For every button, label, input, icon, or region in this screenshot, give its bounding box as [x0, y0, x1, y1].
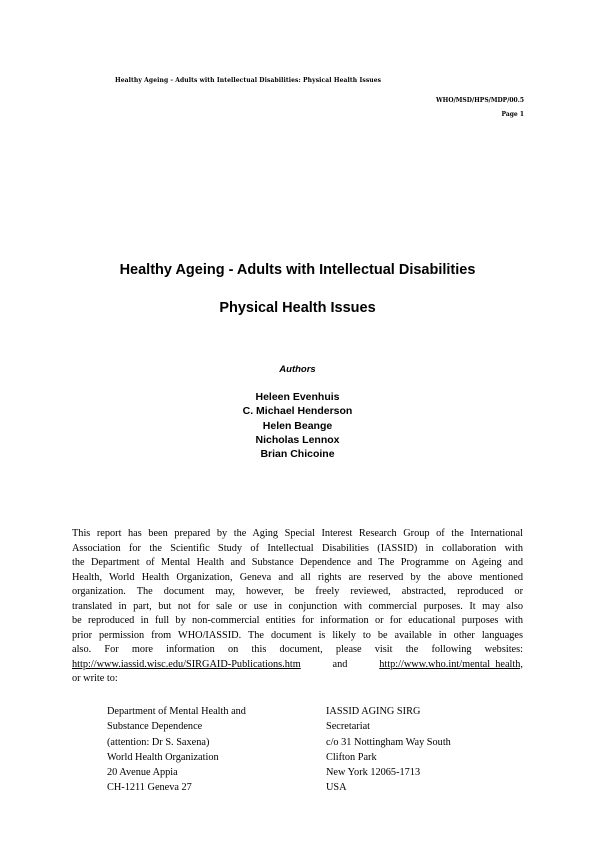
author-name: C. Michael Henderson [242, 405, 353, 418]
intro-line: also. For more information on this document, please visit the following websites: [72, 644, 523, 655]
address-line: 20 Avenue Appia [107, 767, 178, 779]
intro-line: or write to: [72, 673, 118, 684]
author-list [0, 390, 595, 461]
intro-line: Health, World Health Organization, Geneva and all rights are reserved by the above mentioned [72, 571, 523, 583]
author-name: Helen Beange [262, 419, 333, 432]
author-name: Heleen Evenhuis [255, 391, 340, 403]
intro-line: prior permission from WHO/IASSID. The document is likely to be available in other languages [72, 629, 523, 641]
document-code: WHO/MSD/HPS/MDP/00.5 [435, 97, 524, 104]
intro-line: organization. The document may, however, be freely reviewed, abstracted, reproduced or [72, 586, 523, 597]
address-line: Secretariat [326, 721, 371, 733]
link-separator: and [300, 658, 380, 670]
intro-line: Association for the Scientific Study of Intellectual Disabilities (IASSID) in collaboration with [72, 542, 523, 554]
intro-line: This report has been prepared by the Aging Special Interest Research Group of the International [72, 528, 523, 539]
address-line: IASSID AGING SIRG [326, 706, 421, 717]
author-name: Nicholas Lennox [255, 433, 340, 446]
document-title: Healthy Ageing - Adults with Intellectual Disabilities [119, 262, 476, 278]
intro-line: the Department of Mental Health and Substance Dependence and The Programme on Ageing and [72, 557, 523, 568]
iassid-website-link[interactable]: http://www.iassid.wisc.edu/SIRGAID-Publications.htm [72, 658, 301, 670]
address-line: c/o 31 Nottingham Way South [326, 736, 451, 748]
address-line: USA [326, 782, 347, 794]
address-line: (attention: Dr S. Saxena) [107, 736, 210, 748]
iassid-address [326, 704, 451, 796]
address-line: Substance Dependence [107, 721, 203, 733]
document-subtitle: Physical Health Issues [219, 300, 376, 316]
authors-heading: Authors [279, 364, 316, 375]
who-address [107, 704, 246, 796]
who-website-link[interactable]: http://www.who.int/mental_health, [379, 658, 523, 670]
address-line: Department of Mental Health and [107, 706, 246, 717]
address-line: New York 12065-1713 [326, 767, 421, 779]
address-line: World Health Organization [107, 751, 219, 763]
address-line: Clifton Park [326, 751, 377, 763]
intro-links-line [72, 658, 523, 673]
author-name: Brian Chicoine [260, 448, 335, 461]
intro-paragraph [72, 527, 523, 687]
intro-line: be reproduced in full by non-commercial entities for information or for educational purposes with [72, 615, 523, 626]
page-number: Page 1 [501, 111, 524, 118]
address-line: CH-1211 Geneva 27 [107, 782, 192, 794]
intro-line: translated in part, but not for sale or use in conjunction with commercial purposes. It may also [72, 600, 523, 612]
running-head: Healthy Ageing - Adults with Intellectual Disabilities: Physical Health Issues [115, 77, 382, 84]
